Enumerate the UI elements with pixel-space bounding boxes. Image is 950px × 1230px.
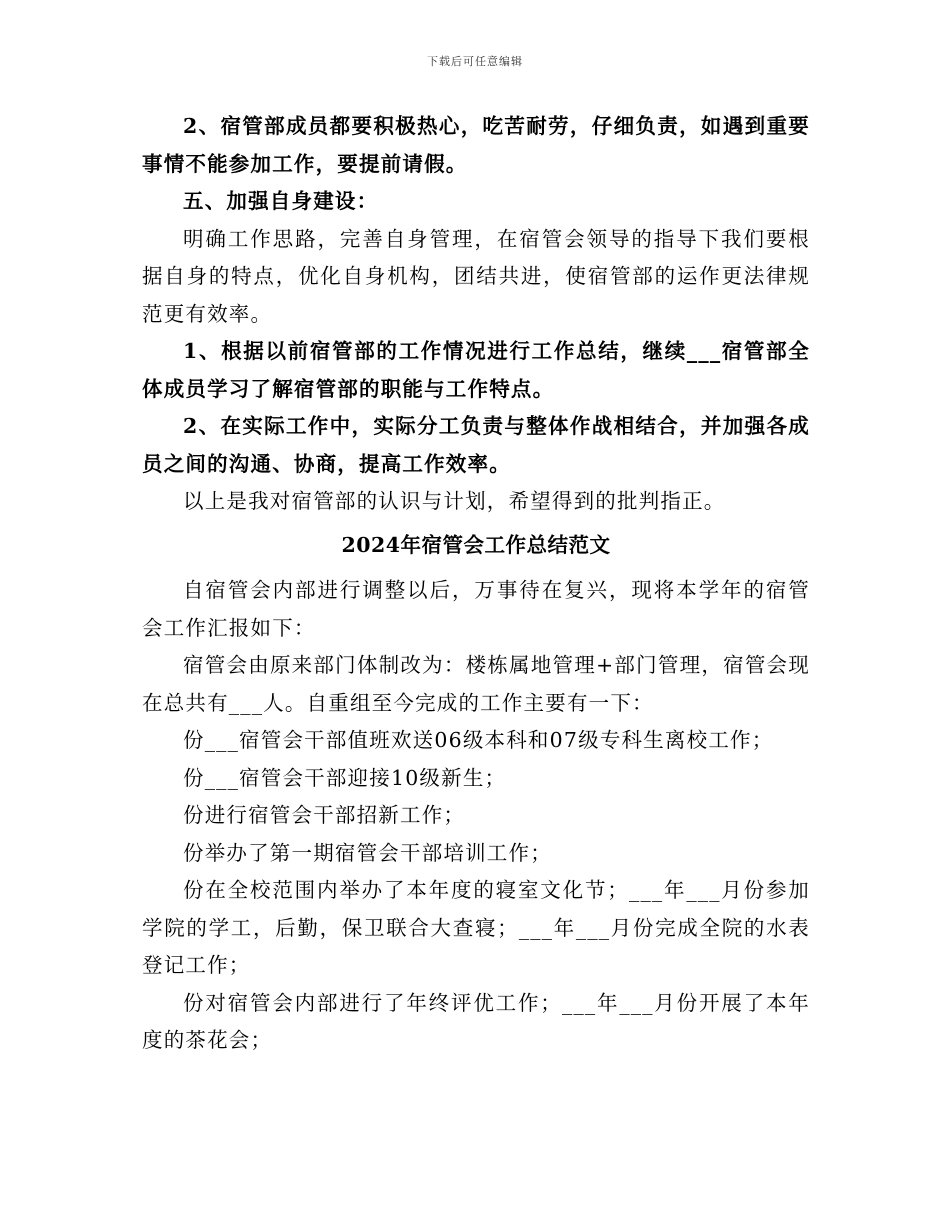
paragraph-closing: 以上是我对宿管部的认识与计划，希望得到的批判指正。 — [183, 489, 726, 513]
paragraph-leave-request: 2、宿管部成员都要积极热心，吃苦耐劳，仔细负责，如遇到重要事情不能参加工作，要提前请假。 — [142, 114, 810, 176]
article-title: 2024年宿管会工作总结范文 — [341, 532, 611, 557]
article-item-year-end-review: 份对宿管会内部进行了年终评优工作；___年___月份开展了本年度的茶花会； — [142, 990, 810, 1052]
page-header-note: 下载后可任意编辑 — [427, 55, 523, 68]
article-paragraph-intro: 自宿管会内部进行调整以后，万事待在复兴，现将本学年的宿管会工作汇报如下： — [142, 578, 810, 640]
article-paragraph-structure: 宿管会由原来部门体制改为：楼栋属地管理+部门管理，宿管会现在总共有___人。自重组至今完成的工作主要有一下： — [142, 653, 810, 715]
article-item-freshmen: 份___宿管会干部迎接10级新生； — [183, 765, 507, 790]
article-item-graduation: 份___宿管会干部值班欢送06级本科和07级专科生离校工作； — [183, 728, 774, 752]
document-body — [142, 108, 810, 1060]
paragraph-summary-study: 1、根据以前宿管部的工作情况进行工作总结，继续___宿管部全体成员学习了解宿管部的职能与工作特点。 — [142, 339, 810, 401]
article-item-culture-festival: 份在全校范围内举办了本年度的寝室文化节；___年___月份参加学院的学工，后勤，保卫联合大查寝；___年___月份完成全院的水表登记工作； — [142, 878, 810, 977]
section-heading-self-building: 五、加强自身建设： — [183, 189, 379, 213]
article-item-training: 份举办了第一期宿管会干部培训工作； — [183, 840, 552, 865]
article-item-recruitment: 份进行宿管会干部招新工作； — [183, 803, 466, 827]
paragraph-work-approach: 明确工作思路，完善自身管理，在宿管会领导的指导下我们要根据自身的特点，优化自身机构，团结共进，使宿管部的运作更法律规范更有效率。 — [142, 226, 810, 326]
paragraph-cooperation: 2、在实际工作中，实际分工负责与整体作战相结合，并加强各成员之间的沟通、协商，提高工作效率。 — [142, 414, 810, 476]
